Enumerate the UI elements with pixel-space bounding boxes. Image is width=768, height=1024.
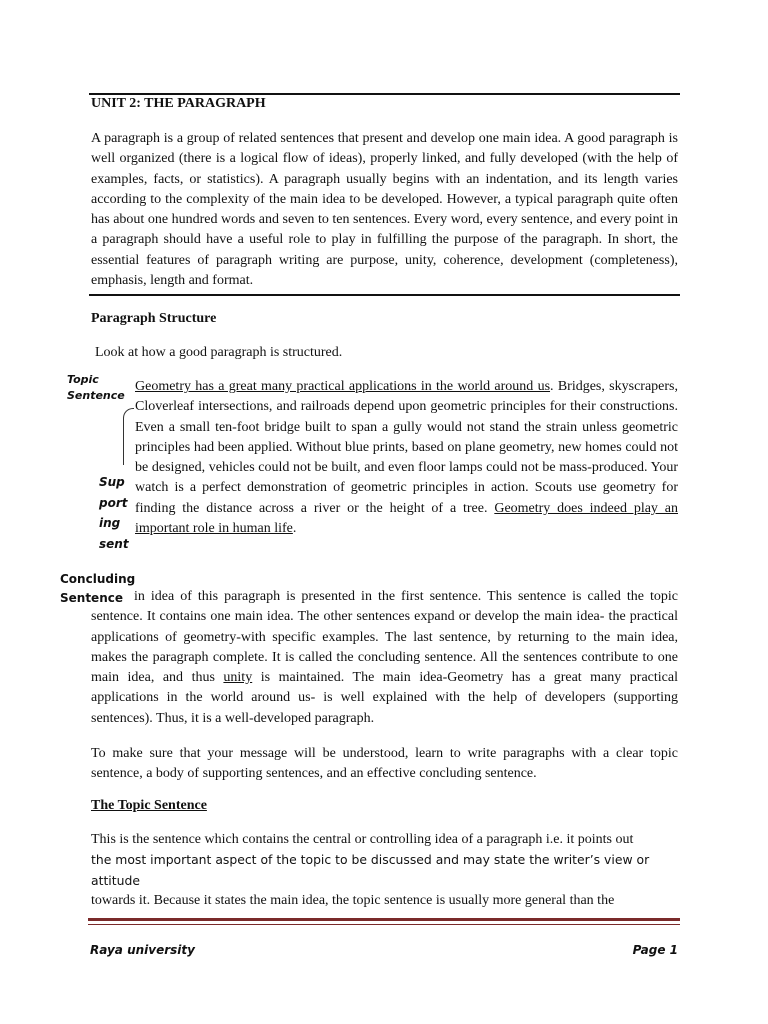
explanation-unity: unity xyxy=(223,670,253,686)
intro-rule xyxy=(89,294,680,296)
footer-rule xyxy=(88,918,680,921)
page-title: UNIT 2: THE PARAGRAPH xyxy=(91,96,266,111)
explanation-paragraph xyxy=(91,587,678,729)
supporting-label-line: Sup xyxy=(99,475,125,489)
explanation-text-1: in idea of this paragraph is presented in the first sentence. This sentence is called the topic sentence. It contains one main idea. The other sentences expand or develop the main idea- the practical applications of geometry-with specific examples. The last sentence, by returning to the main idea, makes the paragraph complete. It is called the concluding sentence. All the sentences contribute to one main idea, and thus xyxy=(91,589,678,686)
example-body: . Bridges, skyscrapers, Cloverleaf intersections, and railroads depend upon geometric principles for their constructions. Even a small ten-foot bridge built to span a gully would not stand the strain unless geometric principles had been applied. Without blue prints, based on plane geometry, new homes could not be designed, vehicles could not be built, and even floor lamps could not be mass-produced. Your watch is a perfect demonstration of geometric principles in action. Scouts use geometry for finding the distance across a river or the height of a tree. xyxy=(135,379,678,516)
topic-label-line: Topic xyxy=(67,373,99,386)
footer-institution: Raya university xyxy=(90,943,195,957)
example-end: . xyxy=(292,521,297,537)
intro-paragraph: A paragraph is a group of related sentences that present and develop one main idea. A good paragraph is well organized (there is a logical flow of ideas), properly linked, and fully developed (with the help of examples, facts, or statistics). A paragraph usually begins with an indentation, and its length varies according to the complexity of the main idea to be developed. However, a typical paragraph quite often has about one hundred words and seven to ten sentences. Every word, every sentence, and every point in a paragraph should have a useful role to play in fulfilling the purpose of the paragraph. In short, the essential features of paragraph writing are purpose, unity, coherence, development (completeness), emphasis, length and format. xyxy=(91,131,678,289)
supporting-label-line: sent xyxy=(99,536,129,551)
topic-sentence-label xyxy=(67,372,125,404)
advice-paragraph: To make sure that your message will be understood, learn to write paragraphs with a clear topic sentence, a body of supporting sentences, and an effective concluding sentence. xyxy=(91,746,678,782)
topic-text-line: This is the sentence which contains the central or controlling idea of a paragraph i.e. it points out xyxy=(91,832,634,847)
structure-lead: Look at how a good paragraph is structured. xyxy=(95,345,343,360)
topic-sentence-paragraph xyxy=(91,830,678,911)
footer-page-number: Page 1 xyxy=(632,943,678,957)
topic-sentence-heading: The Topic Sentence xyxy=(91,798,207,813)
bracket-line xyxy=(123,408,134,465)
top-rule xyxy=(89,93,680,95)
structure-heading: Paragraph Structure xyxy=(91,311,217,326)
example-topic-sentence: Geometry has a great many practical applications in the world around us xyxy=(135,379,551,394)
topic-text-line: towards it. Because it states the main idea, the topic sentence is usually more general than the xyxy=(91,892,615,908)
supporting-sentence-label xyxy=(99,472,129,554)
concluding-label-line: Sentence xyxy=(60,591,123,605)
example-concluding-sentence: Geometry does indeed play an important role in human life xyxy=(135,500,678,537)
supporting-label-line: ing xyxy=(99,516,121,530)
concluding-label-line: Concluding xyxy=(60,572,136,586)
topic-text-line: the most important aspect of the topic to be discussed and may state the writer’s view or attitude xyxy=(91,852,650,888)
topic-label-line: Sentence xyxy=(67,389,125,402)
supporting-label-line: port xyxy=(99,495,128,510)
example-paragraph xyxy=(135,377,678,539)
explanation-text-2: is maintained. The main idea-Geometry has a great many practical applications in the world around us- is well explained with the help of developers (supporting sentences). Thus, it is a well-developed paragraph. xyxy=(91,670,678,726)
footer-rule xyxy=(88,924,680,925)
